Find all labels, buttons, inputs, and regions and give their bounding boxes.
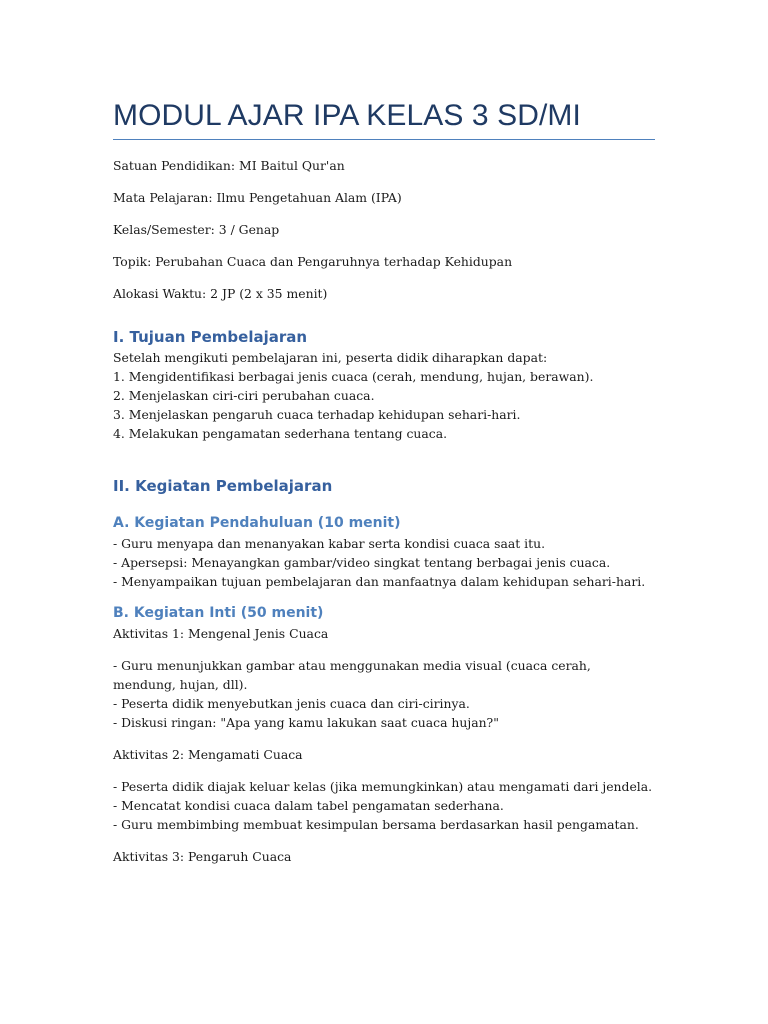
- list-item: - Guru membimbing membuat kesimpulan bersama berdasarkan hasil pengamatan.: [113, 817, 639, 832]
- list-item: 1. Mengidentifikasi berbagai jenis cuaca (cerah, mendung, hujan, berawan).: [113, 369, 594, 384]
- list-item: - Peserta didik diajak keluar kelas (jika memungkinkan) atau mengamati dari jendela.: [113, 779, 653, 794]
- list-item: 2. Menjelaskan ciri-ciri perubahan cuaca.: [113, 388, 375, 403]
- meta-mata-pelajaran: Mata Pelajaran: Ilmu Pengetahuan Alam (IPA): [113, 190, 402, 205]
- tujuan-intro: Setelah mengikuti pembelajaran ini, peserta didik diharapkan dapat:: [113, 350, 548, 365]
- subsection-heading-inti: B. Kegiatan Inti (50 menit): [113, 605, 324, 621]
- list-item: 4. Melakukan pengamatan sederhana tentang cuaca.: [113, 426, 448, 441]
- meta-satuan-pendidikan: Satuan Pendidikan: MI Baitul Qur'an: [113, 158, 345, 173]
- meta-kelas-semester: Kelas/Semester: 3 / Genap: [113, 222, 280, 237]
- aktivitas-1-title: Aktivitas 1: Mengenal Jenis Cuaca: [113, 626, 329, 641]
- meta-topik: Topik: Perubahan Cuaca dan Pengaruhnya terhadap Kehidupan: [113, 254, 513, 269]
- list-item: - Peserta didik menyebutkan jenis cuaca dan ciri-cirinya.: [113, 696, 470, 711]
- list-item: - Diskusi ringan: "Apa yang kamu lakukan saat cuaca hujan?": [113, 715, 499, 730]
- section-tujuan: [113, 327, 655, 443]
- document-page: [113, 0, 655, 866]
- title-underline: [113, 139, 655, 140]
- list-item: - Guru menunjukkan gambar atau menggunakan media visual (cuaca cerah, mendung, hujan, dll).: [113, 658, 591, 692]
- module-identity: [113, 156, 655, 303]
- meta-alokasi-waktu: Alokasi Waktu: 2 JP (2 x 35 menit): [113, 286, 328, 301]
- list-item: - Apersepsi: Menayangkan gambar/video singkat tentang berbagai jenis cuaca.: [113, 555, 611, 570]
- list-item: 3. Menjelaskan pengaruh cuaca terhadap kehidupan sehari-hari.: [113, 407, 521, 422]
- section-kegiatan: [113, 476, 655, 866]
- section-heading-kegiatan: II. Kegiatan Pembelajaran: [113, 477, 333, 495]
- list-item: - Menyampaikan tujuan pembelajaran dan manfaatnya dalam kehidupan sehari-hari.: [113, 574, 646, 589]
- subsection-pendahuluan: [113, 513, 655, 591]
- subsection-inti: [113, 603, 655, 866]
- document-title: MODUL AJAR IPA KELAS 3 SD/MI: [113, 99, 581, 132]
- list-item: - Guru menyapa dan menanyakan kabar serta kondisi cuaca saat itu.: [113, 536, 546, 551]
- list-item: - Mencatat kondisi cuaca dalam tabel pengamatan sederhana.: [113, 798, 504, 813]
- subsection-heading-pendahuluan: A. Kegiatan Pendahuluan (10 menit): [113, 515, 401, 531]
- aktivitas-2-title: Aktivitas 2: Mengamati Cuaca: [113, 747, 303, 762]
- section-heading-tujuan: I. Tujuan Pembelajaran: [113, 328, 308, 346]
- aktivitas-3-title: Aktivitas 3: Pengaruh Cuaca: [113, 849, 292, 864]
